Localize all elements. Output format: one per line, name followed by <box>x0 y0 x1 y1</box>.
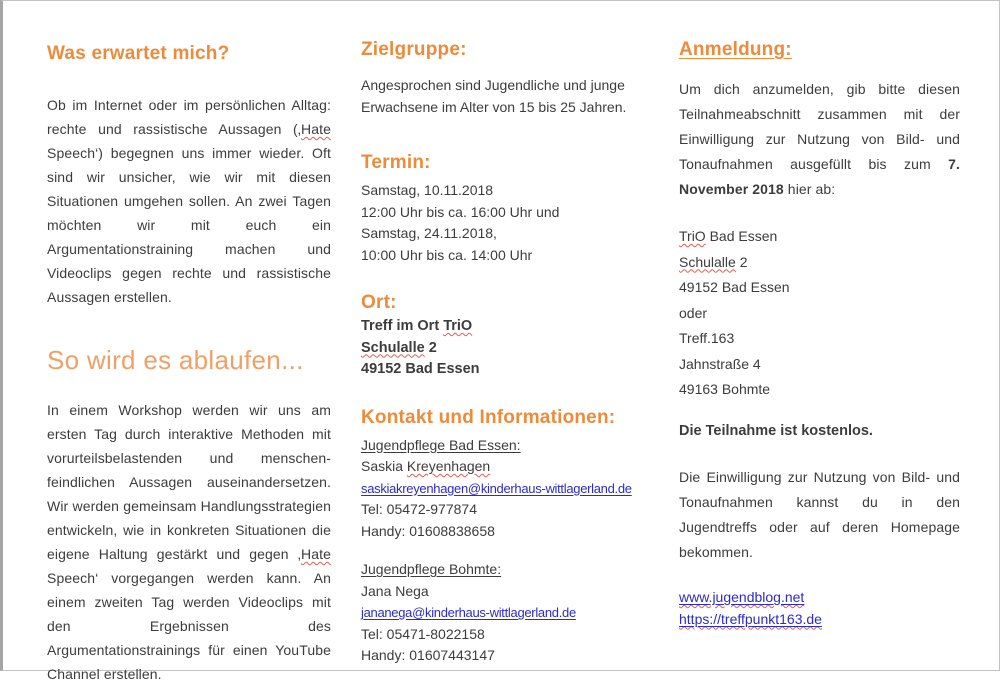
address1-street <box>679 250 960 276</box>
contact1-email-link[interactable]: saskiakreyenhagen@kinderhaus-wittlagerland.de <box>361 480 632 496</box>
contact2-mobile: Handy: 01607443147 <box>361 647 495 663</box>
spellcheck-word-kreyenhagen: Kreyenhagen <box>406 458 491 474</box>
section-heading-termin: Termin: <box>361 152 431 173</box>
section-heading-kontakt: Kontakt und Informationen: <box>361 406 616 428</box>
column-was-erwartet <box>47 1 331 686</box>
intro-paragraph <box>47 93 331 309</box>
spellcheck-word-schulalle-2: Schulalle <box>679 253 736 270</box>
address2-name: Treff.163 <box>679 330 735 346</box>
contact2-phone: Tel: 05471-8022158 <box>361 625 485 642</box>
anmeldung-paragraph <box>679 77 960 202</box>
ablauf-paragraph <box>47 398 331 686</box>
column-details <box>361 1 647 667</box>
termin-line-1: Samstag, 10.11.2018 <box>361 182 494 198</box>
link-line-1 <box>679 587 960 609</box>
contact2-email-link[interactable]: jananega@kinderhaus-wittlagerland.de <box>361 605 576 620</box>
website-links-block <box>679 587 960 630</box>
section-heading-ablauf: So wird es ablaufen... <box>47 345 304 375</box>
spellcheck-word-trio-1: TriO <box>443 318 473 334</box>
ort-city-line: 49152 Bad Essen <box>361 361 480 377</box>
termin-line-3: Samstag, 24.11.2018, <box>361 225 497 241</box>
deadline-date: 7. November 2018 <box>679 156 960 197</box>
contact1-phone: Tel: 05472-977874 <box>361 501 477 517</box>
ablauf-text-post: Speech‘ vorgegangen werden kann. An einem zweiten Tag werden Videoclips mit den Ergebnissen des Argumentationstrainings für einen YouTube Channel erstellen. <box>47 570 331 682</box>
contact1-name <box>361 456 647 478</box>
contact1-first-name: Saskia <box>361 458 407 474</box>
intro-text-post: Speech‘) begegnen uns immer wieder. Oft sind wir unsicher, wie wir mit diesen Situationen umgehen sollen. An zwei Tagen möchten wir mit euch ein Argumentationstraining machen und Videoclips gegen rechte und rassistische Aussagen erstellen. <box>47 145 331 305</box>
section-heading-anmeldung: Anmeldung: <box>679 39 792 60</box>
termin-line-4: 10:00 Uhr bis ca. 14:00 Uhr <box>361 246 533 263</box>
free-participation-note: Die Teilnahme ist kostenlos. <box>679 422 873 439</box>
column-anmeldung <box>679 1 960 630</box>
contact1-email-line <box>361 478 647 500</box>
intro-text-pre: Ob im Internet oder im persönlichen Alltag: rechte und rassistische Aussagen (‚ <box>47 97 331 137</box>
spellcheck-word-schulalle-1: Schulalle <box>361 339 425 356</box>
spellcheck-word-hate-1: Hate <box>301 121 331 137</box>
einwilligung-paragraph: Die Einwilligung zur Nutzung von Bild- und Tonaufnahmen kannst du in den Jugendtreffs oder auf deren Homepage bekommen. <box>679 469 960 560</box>
contact2-name: Jana Nega <box>361 582 429 599</box>
termin-line-2: 12:00 Uhr bis ca. 16:00 Uhr und <box>361 203 560 220</box>
spellcheck-word-trio-2: TriO <box>679 228 706 244</box>
address1-city: 49152 Bad Essen <box>679 279 790 295</box>
spellcheck-wrap-link-1 <box>679 589 804 605</box>
spellcheck-word-hate-2: Hate <box>301 546 331 562</box>
address2-street: Jahnstraße 4 <box>679 355 761 372</box>
address2-city: 49163 Bohmte <box>679 381 771 397</box>
jugendblog-link[interactable]: www.jugendblog.net <box>679 589 805 605</box>
anmeldung-text-pre: Um dich anzumelden, gib bitte diesen Teilnahmeabschnitt zusammen mit der Einwilligung zur Nutzung von Bild- und Tonaufnahmen ausgefüllt bis zum <box>679 81 960 172</box>
section-heading-zielgruppe: Zielgruppe: <box>361 39 467 60</box>
contact2-email-line <box>361 602 647 624</box>
address1-rest: Bad Essen <box>705 228 778 244</box>
section-heading-was-erwartet: Was erwartet mich? <box>47 43 230 64</box>
ort-venue-line <box>361 316 647 338</box>
section-heading-ort: Ort: <box>361 292 397 313</box>
contact1-org-label: Jugendpflege Bad Essen: <box>361 436 521 453</box>
spacer <box>361 542 647 559</box>
address1-street-number: 2 <box>735 253 748 270</box>
contact1-mobile: Handy: 01608838658 <box>361 522 495 539</box>
zielgruppe-text: Angesprochen sind Jugendliche und junge Erwachsene im Alter von 15 bis 25 Jahren. <box>361 77 627 115</box>
contact2-org-label: Jugendpflege Bohmte: <box>361 561 502 577</box>
ablauf-text-pre: In einem Workshop werden wir uns am ersten Tag durch interaktive Methoden mit vorurteilsbelastenden und menschen-feindlichen Aussagen auseinandersetzen. Wir werden gemeinsam Handlungsstrategien entwickeln, wie in konkreten Situationen die eigene Haltung gestärkt und gegen ‚ <box>47 402 331 562</box>
ort-venue-pre: Treff im Ort <box>361 318 444 334</box>
ort-street-line <box>361 338 647 360</box>
treffpunkt163-link[interactable]: https://treffpunkt163.de <box>679 610 822 627</box>
address1-name <box>679 224 960 250</box>
spellcheck-wrap-link-2 <box>679 611 822 627</box>
link-line-2 <box>679 609 960 631</box>
address-or: oder <box>679 304 708 321</box>
anmeldung-text-post: hier ab: <box>783 181 836 197</box>
ort-street-number: 2 <box>424 339 437 356</box>
dropoff-address-block <box>679 224 960 403</box>
